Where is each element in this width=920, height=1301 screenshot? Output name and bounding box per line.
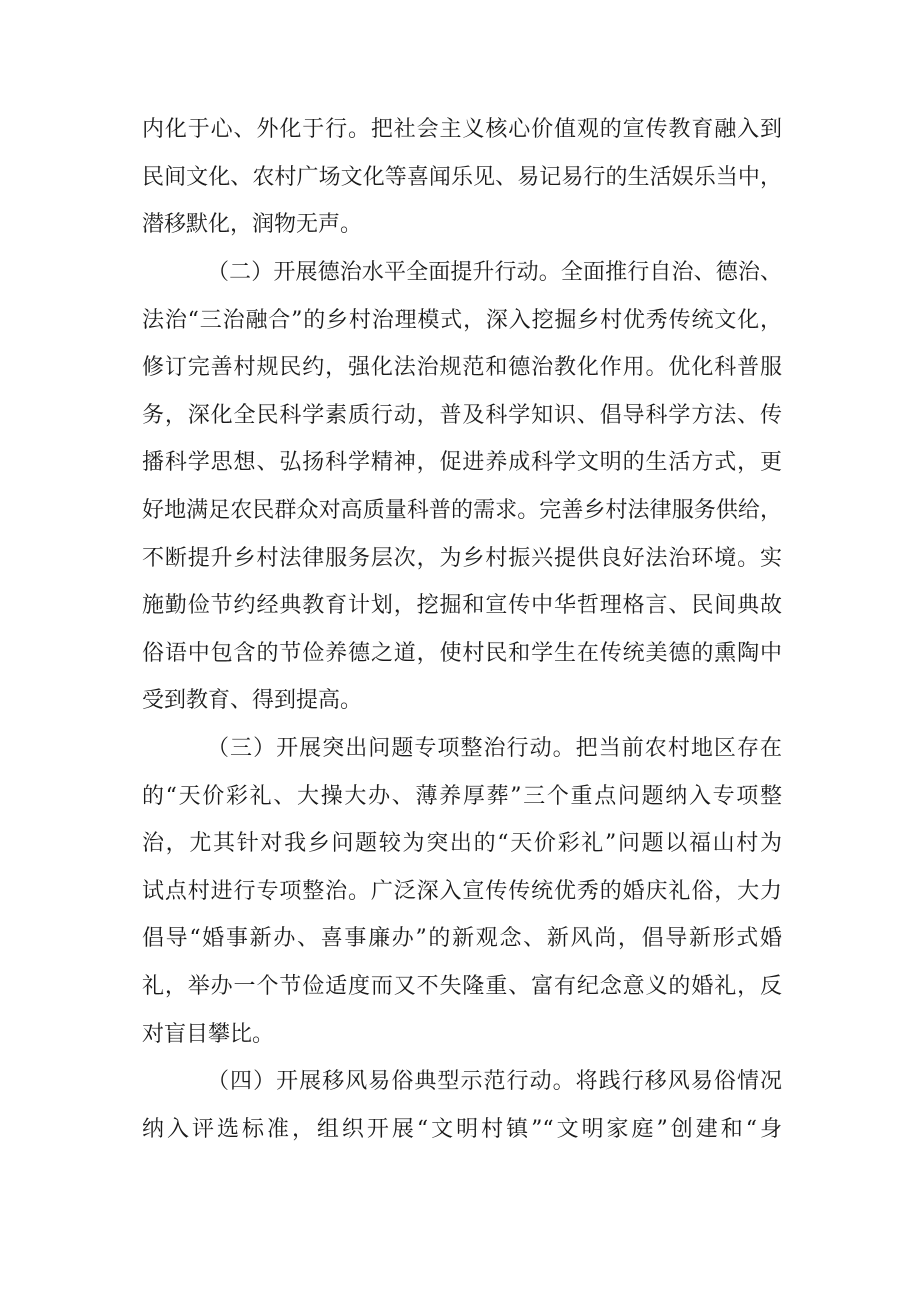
text-line: 治，尤其针对我乡问题较为突出的“天价彩礼”问题以福山村为 <box>142 831 782 856</box>
text-line: 不断提升乡村法律服务层次，为乡村振兴提供良好法治环境。实 <box>142 546 782 571</box>
paragraph-4-first-line: （四）开展移风易俗典型示范行动。将践行移风易俗情况 <box>207 1069 782 1094</box>
text-line: 务，深化全民科学素质行动，普及科学知识、倡导科学方法、传 <box>142 403 782 428</box>
paragraph-2-first-line: （二）开展德治水平全面提升行动。全面推行自治、德治、 <box>207 260 782 285</box>
text-line: 倡导“婚事新办、喜事廉办”的新观念、新风尚，倡导新形式婚 <box>142 926 782 951</box>
text-line: 法治“三治融合”的乡村治理模式，深入挖掘乡村优秀传统文化， <box>142 308 782 333</box>
text-line: 礼，举办一个节俭适度而又不失隆重、富有纪念意义的婚礼，反 <box>142 974 782 999</box>
text-line: 受到教育、得到提高。 <box>142 688 363 713</box>
paragraph-3-first-line: （三）开展突出问题专项整治行动。把当前农村地区存在 <box>207 736 782 761</box>
text-line: 纳入评选标准，组织开展“文明村镇”“文明家庭”创建和“身 <box>142 1117 782 1142</box>
text-line: 播科学思想、弘扬科学精神，促进养成科学文明的生活方式，更 <box>142 450 782 475</box>
text-line: 的“天价彩礼、大操大办、薄养厚葬”三个重点问题纳入专项整 <box>142 784 782 809</box>
text-line: 内化于心、外化于行。把社会主义核心价值观的宣传教育融入到 <box>142 117 782 142</box>
text-line: 修订完善村规民约，强化法治规范和德治教化作用。优化科普服 <box>142 355 782 380</box>
text-line: 试点村进行专项整治。广泛深入宣传传统优秀的婚庆礼俗，大力 <box>142 879 782 904</box>
text-line: 民间文化、农村广场文化等喜闻乐见、易记易行的生活娱乐当中， <box>142 165 782 190</box>
text-line: 对盲目攀比。 <box>142 1022 275 1047</box>
text-line: 潜移默化，润物无声。 <box>142 212 363 237</box>
text-line: 好地满足农民群众对高质量科普的需求。完善乡村法律服务供给， <box>142 498 782 523</box>
text-line: 俗语中包含的节俭养德之道，使村民和学生在传统美德的熏陶中 <box>142 641 782 666</box>
text-line: 施勤俭节约经典教育计划，挖掘和宣传中华哲理格言、民间典故 <box>142 593 782 618</box>
